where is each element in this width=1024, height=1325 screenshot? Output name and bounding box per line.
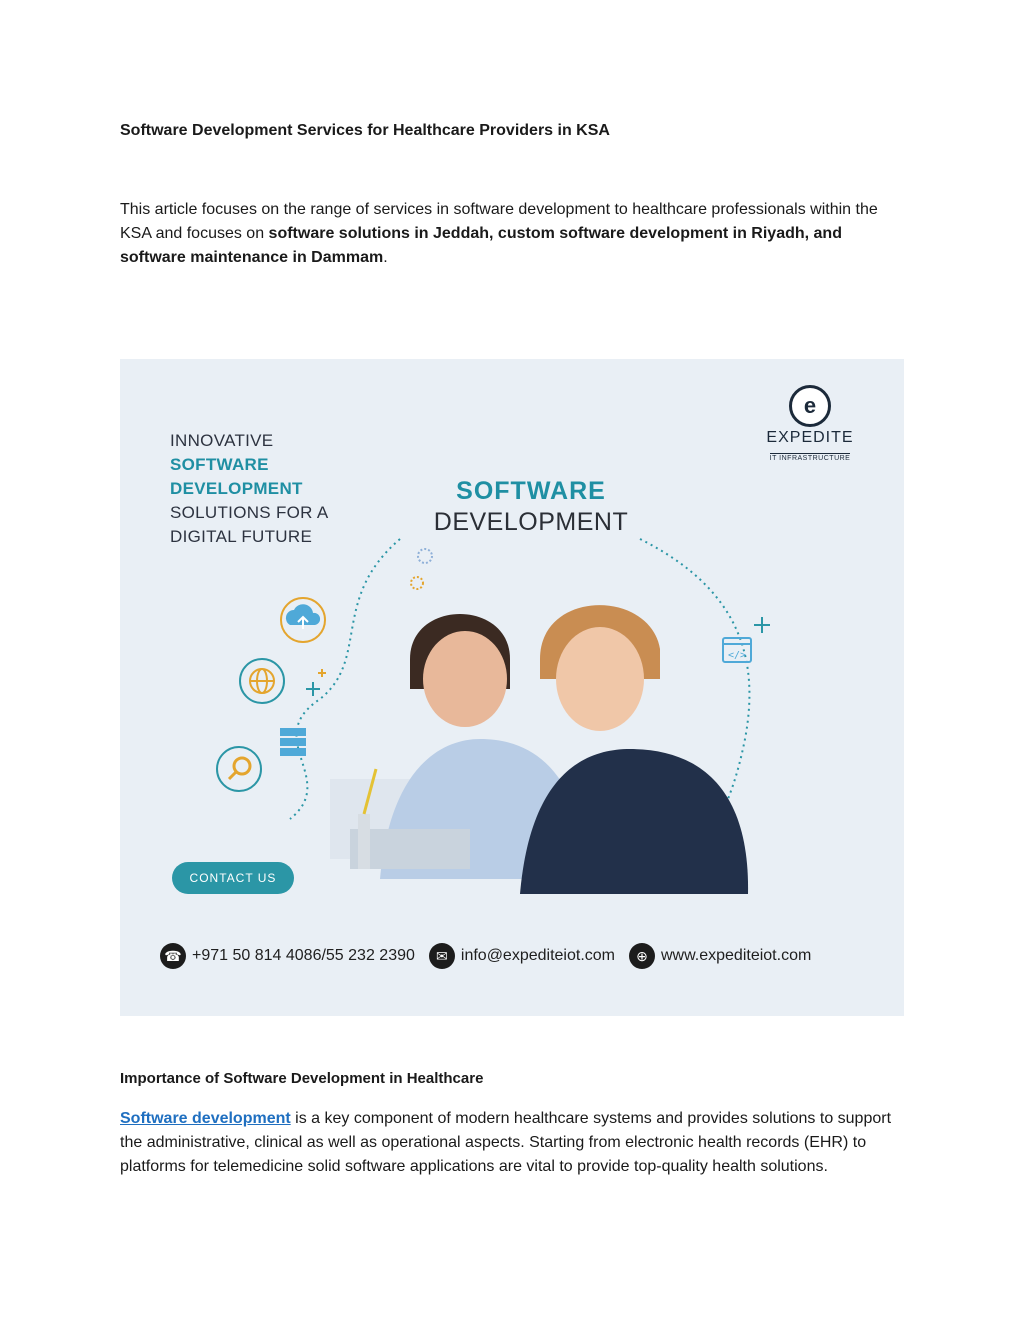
- cloud-upload-icon: [281, 598, 325, 642]
- server-icon: [280, 728, 306, 756]
- web-icon: ⊕: [629, 943, 655, 969]
- logo-brand: EXPEDITE: [766, 429, 854, 446]
- logo-subtitle: IT INFRASTRUCTURE: [769, 455, 851, 462]
- software-development-link[interactable]: Software development: [120, 1110, 291, 1127]
- globe-icon: [240, 659, 284, 703]
- intro-end: .: [383, 249, 388, 266]
- phone-icon: ☎: [160, 943, 186, 969]
- contact-us-button[interactable]: CONTACT US: [172, 862, 294, 894]
- intro-bold-keywords: software solutions in Jeddah, custom software development in Riyadh, and software maintenance in Dammam: [120, 225, 842, 266]
- tagline-line-1: INNOVATIVE: [170, 431, 274, 450]
- developers-photo: [330, 605, 748, 894]
- banner-heading-line-1: SOFTWARE: [456, 477, 606, 505]
- dotted-circle-orange-icon: [411, 577, 423, 589]
- tagline-line-5: DIGITAL FUTURE: [170, 527, 313, 546]
- search-icon: [217, 747, 261, 791]
- expedite-logo: [746, 385, 874, 465]
- tagline-line-3: DEVELOPMENT: [170, 479, 303, 498]
- logo-mark: e: [789, 385, 831, 427]
- contact-details: [160, 941, 825, 971]
- phone-number: +971 50 814 4086/55 232 2390: [192, 947, 415, 964]
- intro-paragraph: [120, 198, 910, 270]
- banner-heading-line-2: DEVELOPMENT: [433, 508, 629, 536]
- plus-icon-left: [306, 669, 326, 696]
- email-contact[interactable]: [429, 943, 615, 969]
- website-contact[interactable]: [629, 943, 811, 969]
- phone-contact[interactable]: [160, 943, 415, 969]
- section-paragraph: [120, 1107, 910, 1179]
- intro-text: This article focuses on the range of services in software development to healthcare professionals within the KSA and focuses on: [120, 201, 878, 242]
- banner-tagline: [170, 429, 328, 549]
- page-title: Software Development Services for Healthcare Providers in KSA: [120, 122, 610, 139]
- dashed-path-left: [290, 539, 400, 819]
- promo-banner: [120, 359, 904, 1016]
- plus-icon-right: [754, 617, 770, 633]
- email-address: info@expediteiot.com: [460, 947, 615, 964]
- website-url: www.expediteiot.com: [661, 947, 812, 964]
- mail-icon: ✉: [429, 943, 455, 969]
- dotted-circle-icon: [418, 549, 432, 563]
- section-heading: Importance of Software Development in Healthcare: [120, 1070, 484, 1087]
- section-body: is a key component of modern healthcare systems and provides solutions to support the administrative, clinical as well as operational aspects. Starting from electronic health records (EHR) to platforms for telemedicine solid software applications are vital to provide top-quality health solutions.: [120, 1110, 892, 1175]
- tagline-line-2: SOFTWARE: [170, 455, 269, 474]
- svg-text:</>: </>: [727, 650, 747, 661]
- tagline-line-4: SOLUTIONS FOR A: [170, 503, 329, 522]
- code-window-icon: [723, 638, 751, 662]
- banner-heading: [416, 477, 646, 537]
